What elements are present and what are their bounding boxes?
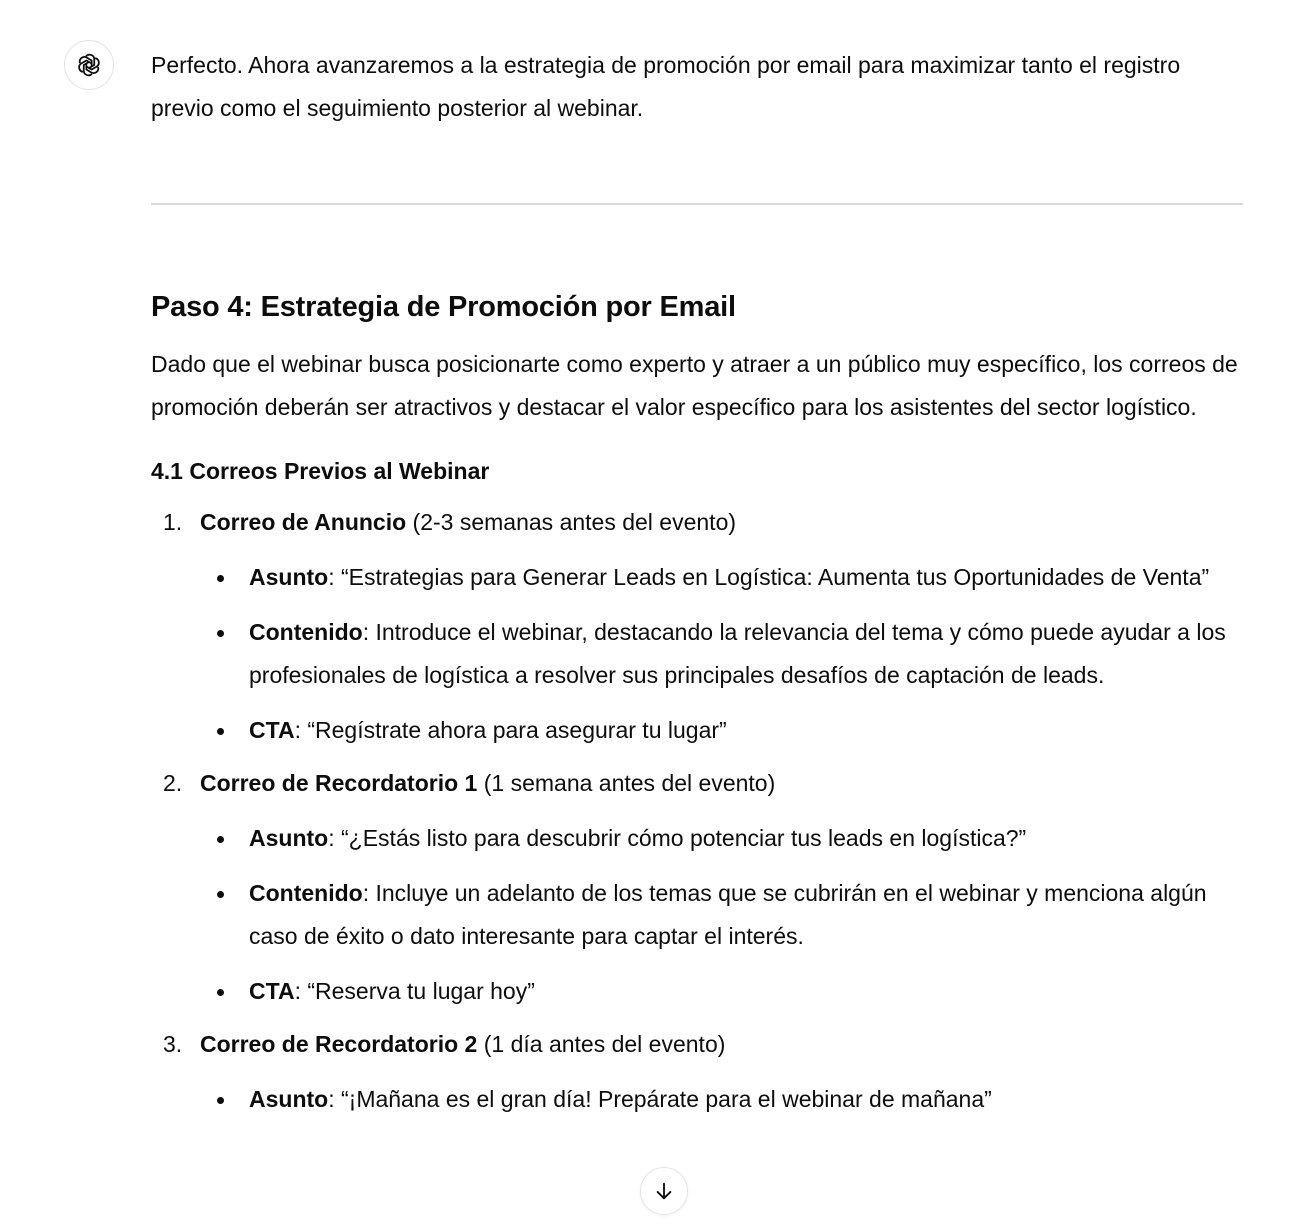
bullet	[217, 1097, 224, 1104]
detail-item	[200, 709, 1243, 752]
email-item	[151, 762, 1243, 1013]
email-title: Correo de Recordatorio 2	[200, 1031, 478, 1057]
detail-text: : “Reserva tu lugar hoy”	[294, 978, 535, 1004]
detail-label: Asunto	[249, 564, 329, 590]
email-details	[200, 817, 1243, 1013]
section-divider	[151, 203, 1243, 205]
bullet	[217, 891, 224, 898]
detail-text: : “¿Estás listo para descubrir cómo potenciar tus leads en logística?”	[328, 825, 1027, 851]
detail-text: : “Estrategias para Generar Leads en Logística: Aumenta tus Oportunidades de Venta”	[328, 564, 1210, 590]
email-timing: (2-3 semanas antes del evento)	[406, 509, 737, 535]
detail-label: CTA	[249, 717, 295, 743]
detail-text: : Introduce el webinar, destacando la relevancia del tema y cómo puede ayudar a los profesionales de logística a resolver sus principales desafíos de captación de leads.	[249, 619, 1226, 688]
detail-label: Asunto	[249, 825, 329, 851]
detail-label: Contenido	[249, 880, 363, 906]
bullet	[217, 836, 224, 843]
email-title: Correo de Recordatorio 1	[200, 770, 478, 796]
intro-paragraph: Dado que el webinar busca posicionarte como experto y atraer a un público muy específico, los correos de promoción deberán ser atractivos y destacar el valor específico para los asistentes del sector logístico.	[151, 351, 1238, 420]
email-title: Correo de Anuncio	[200, 509, 407, 535]
email-item	[151, 501, 1243, 752]
detail-label: CTA	[249, 978, 295, 1004]
opening-paragraph: Perfecto. Ahora avanzaremos a la estrategia de promoción por email para maximizar tanto el registro previo como el seguimiento posterior al webinar.	[151, 52, 1181, 121]
scroll-to-bottom-button[interactable]	[640, 1167, 688, 1215]
section-heading: Paso 4: Estrategia de Promoción por Email	[151, 291, 736, 323]
email-list	[151, 501, 1243, 1121]
email-item	[151, 1023, 1243, 1121]
detail-label: Asunto	[249, 1086, 329, 1112]
detail-item	[200, 970, 1243, 1013]
bullet	[217, 630, 224, 637]
list-number: 3.	[163, 1031, 183, 1057]
openai-logo-icon	[75, 51, 103, 79]
detail-item	[200, 872, 1243, 958]
list-number: 1.	[163, 509, 183, 535]
detail-text: : “¡Mañana es el gran día! Prepárate para el webinar de mañana”	[328, 1086, 992, 1112]
detail-item	[200, 556, 1243, 599]
detail-text: : Incluye un adelanto de los temas que se cubrirán en el webinar y menciona algún caso de éxito o dato interesante para captar el interés.	[249, 880, 1207, 949]
email-timing: (1 día antes del evento)	[477, 1031, 726, 1057]
email-details	[200, 556, 1243, 752]
email-timing: (1 semana antes del evento)	[477, 770, 776, 796]
detail-item	[200, 1078, 1243, 1121]
email-details	[200, 1078, 1243, 1121]
bullet	[217, 575, 224, 582]
subsection-heading: 4.1 Correos Previos al Webinar	[151, 458, 490, 484]
detail-label: Contenido	[249, 619, 363, 645]
detail-item	[200, 817, 1243, 860]
assistant-message	[151, 44, 1243, 1121]
list-number: 2.	[163, 770, 183, 796]
detail-text: : “Regístrate ahora para asegurar tu lugar”	[294, 717, 727, 743]
bullet	[217, 989, 224, 996]
detail-item	[200, 611, 1243, 697]
arrow-down-icon	[653, 1180, 675, 1202]
assistant-avatar	[64, 40, 114, 90]
bullet	[217, 728, 224, 735]
